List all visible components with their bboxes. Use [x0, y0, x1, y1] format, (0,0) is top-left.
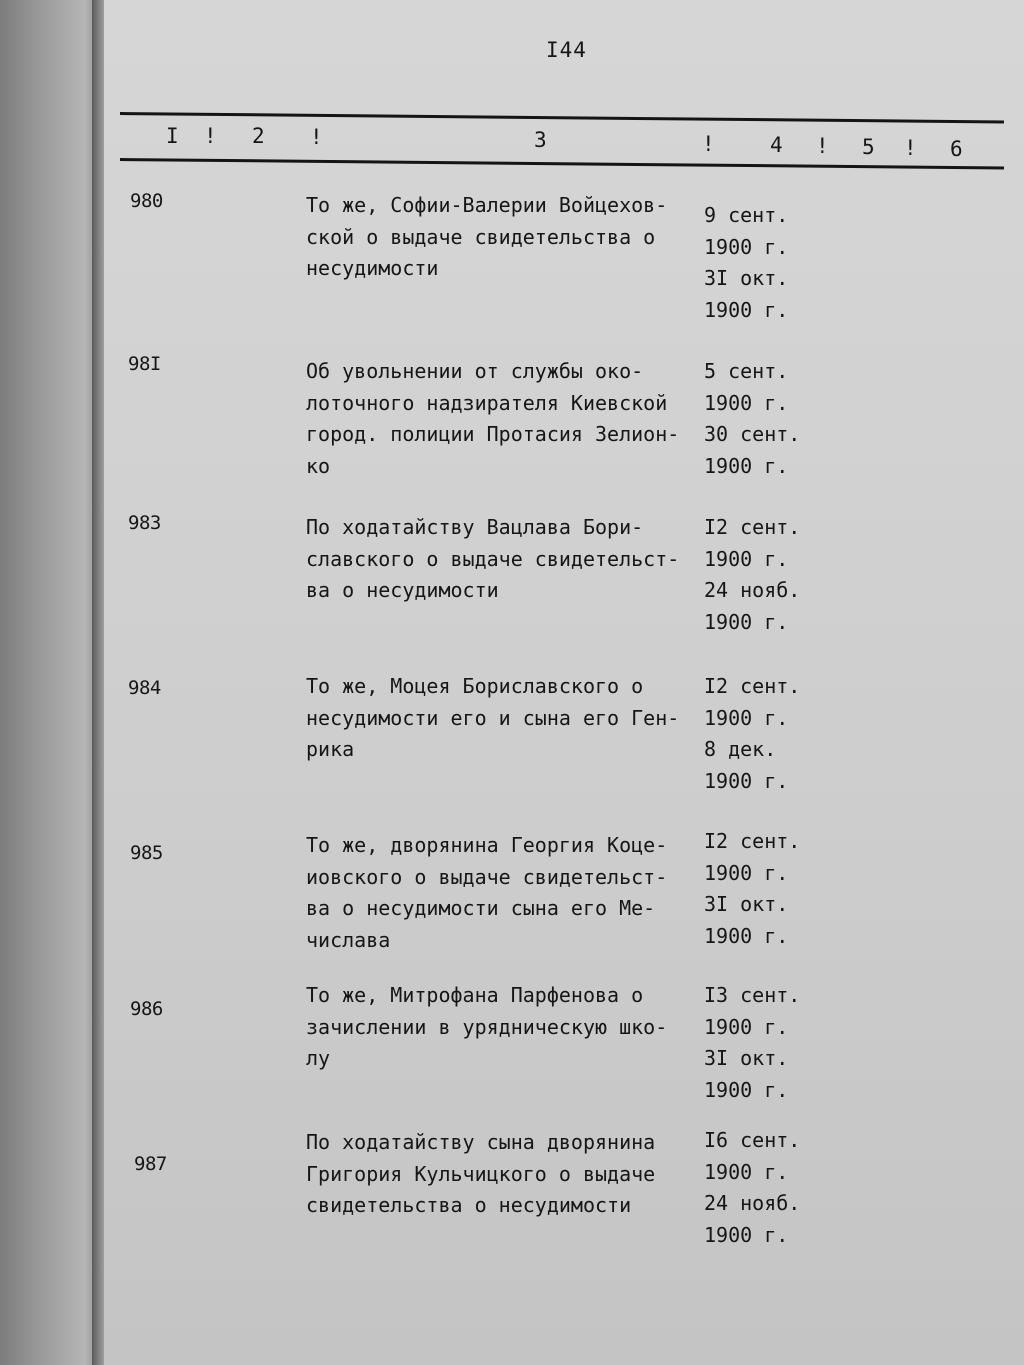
description-line: То же, дворянина Георгия Коце- — [306, 833, 668, 857]
entry-number: 983 — [128, 512, 161, 534]
description-line: славского о выдаче свидетельст- — [306, 546, 680, 571]
date-line: 1900 г. — [704, 297, 789, 322]
column-header-1: I — [166, 124, 179, 148]
column-header-5: 5 — [862, 135, 875, 159]
date-line: 9 сент. — [704, 203, 789, 227]
table-top-rule — [120, 112, 1004, 123]
entry-number: 984 — [128, 677, 161, 699]
description-line: То же, Митрофана Парфенова о — [306, 983, 644, 1007]
description-line: ской о выдаче свидетельства о — [306, 224, 656, 249]
date-line: 3I окт. — [704, 1046, 789, 1070]
column-header-4: 4 — [770, 133, 783, 157]
description-line: город. полиции Протасия Зелион- — [306, 422, 680, 446]
entry-description — [306, 671, 679, 766]
column-header-3: 3 — [534, 128, 547, 152]
date-line: 5 сент. — [704, 359, 789, 383]
date-line: 1900 г. — [704, 1222, 789, 1247]
binding-edge — [0, 0, 100, 1365]
date-line: 1900 г. — [704, 923, 789, 948]
description-line: По ходатайству сына дворянина — [306, 1130, 656, 1154]
entry-dates — [704, 1125, 800, 1251]
date-line: 30 сент. — [704, 422, 801, 446]
date-line: 1900 г. — [704, 390, 789, 415]
entry-number: 980 — [130, 190, 163, 212]
column-separator: ! — [702, 132, 715, 156]
entry-description — [306, 980, 667, 1075]
entry-description — [306, 356, 679, 482]
date-line: 24 нояб. — [704, 578, 801, 602]
column-separator: ! — [204, 124, 217, 148]
description-line: числава — [306, 927, 391, 952]
description-line: ва о несудимости сына его Ме- — [306, 896, 656, 920]
description-line: иовского о выдаче свидетельст- — [306, 864, 668, 889]
document-page — [104, 0, 1024, 1365]
description-line: По ходатайству Вацлава Бори- — [306, 515, 644, 539]
date-line: 1900 г. — [704, 546, 789, 571]
entry-dates — [704, 200, 788, 326]
description-line: ва о несудимости — [306, 578, 499, 602]
entry-dates — [704, 980, 800, 1106]
date-line: I2 сент. — [704, 674, 801, 698]
column-header-6: 6 — [950, 137, 963, 161]
entry-description — [306, 190, 667, 285]
date-line: 1900 г. — [704, 234, 789, 259]
description-line: несудимости — [306, 256, 439, 280]
description-line: ко — [306, 453, 331, 478]
date-line: I6 сент. — [704, 1128, 801, 1152]
entry-number: 987 — [134, 1153, 167, 1175]
column-header-2: 2 — [252, 124, 265, 148]
description-line: зачислении в урядническую шко- — [306, 1014, 668, 1039]
description-line: То же, Софии-Валерии Войцехов- — [306, 193, 668, 217]
date-line: 1900 г. — [704, 1014, 789, 1039]
date-line: I2 сент. — [704, 515, 801, 539]
description-line: Григория Кульчицкого о выдаче — [306, 1161, 656, 1186]
description-line: свидетельства о несудимости — [306, 1193, 632, 1217]
description-line: Об увольнении от службы око- — [306, 359, 644, 383]
date-line: 1900 г. — [704, 453, 789, 478]
date-line: 3I окт. — [704, 266, 789, 290]
date-line: I2 сент. — [704, 829, 801, 853]
page-number: I44 — [546, 38, 587, 62]
date-line: 1900 г. — [704, 768, 789, 793]
description-line: лоточного надзирателя Киевской — [306, 390, 668, 415]
description-line: рика — [306, 737, 355, 761]
date-line: 1900 г. — [704, 860, 789, 885]
entry-dates — [704, 826, 800, 952]
entry-description — [306, 512, 679, 607]
description-line: несудимости его и сына его Ген- — [306, 705, 680, 730]
date-line: I3 сент. — [704, 983, 801, 1007]
date-line: 1900 г. — [704, 1077, 789, 1102]
date-line: 3I окт. — [704, 892, 789, 916]
date-line: 1900 г. — [704, 1159, 789, 1184]
description-line: То же, Моцея Бориславского о — [306, 674, 644, 698]
description-line: лу — [306, 1046, 331, 1070]
entry-dates — [704, 356, 800, 482]
entry-description — [306, 1127, 655, 1222]
column-separator: ! — [310, 125, 323, 149]
column-separator: ! — [904, 136, 917, 160]
date-line: 1900 г. — [704, 609, 789, 634]
date-line: 8 дек. — [704, 737, 777, 761]
entry-dates — [704, 512, 800, 638]
entry-number: 98I — [128, 353, 161, 375]
date-line: 24 нояб. — [704, 1191, 801, 1215]
entry-number: 985 — [130, 842, 163, 864]
entry-dates — [704, 671, 800, 797]
entry-description — [306, 830, 667, 956]
column-separator: ! — [816, 134, 829, 158]
table-header-bottom-rule — [120, 158, 1004, 169]
date-line: 1900 г. — [704, 705, 789, 730]
entry-number: 986 — [130, 998, 163, 1020]
